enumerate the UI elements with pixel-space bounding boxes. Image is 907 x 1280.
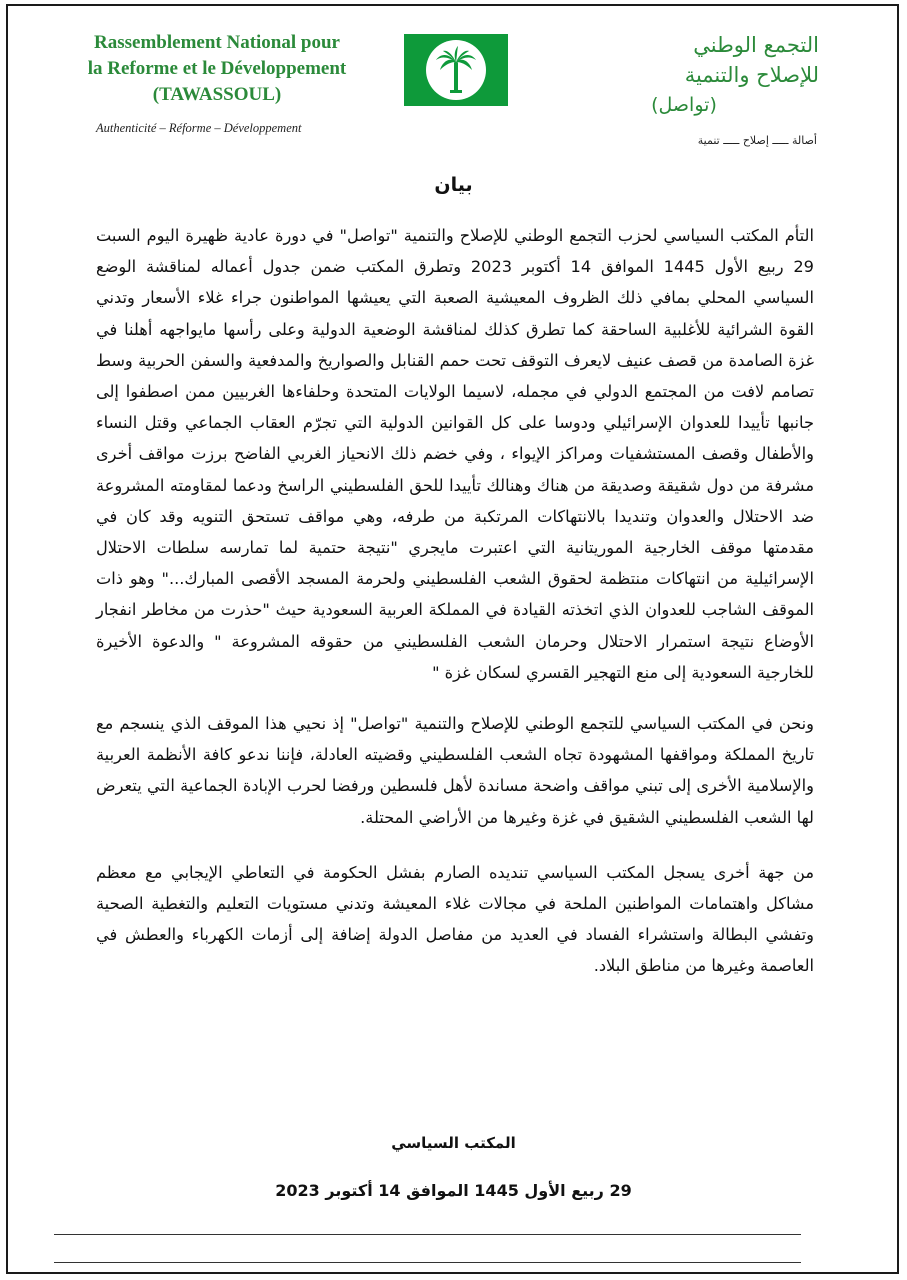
- french-party-name: [62, 30, 372, 108]
- french-name-line1: Rassemblement National pour: [94, 32, 340, 53]
- logo-circle: [426, 40, 486, 100]
- paragraph-3: من جهة أخرى يسجل المكتب السياسي تنديده الصارم بفشل الحكومة في التعاطي الإيجابي مع معظم مشاكل واهتمامات المواطنين الملحة في مجالات غلاء المعيشة وتدني مستويات التعليم والتغطية الصحية وتفشي البطالة واستشراء الفساد في العديد من مفاصل الدولة إضافة إلى أزمات الكهرباء والعطش في العاصمة وغيرها من مناطق البلاد.: [96, 862, 814, 976]
- french-tagline: Authenticité – Réforme – Développement: [96, 121, 302, 135]
- paragraph-2: ونحن في المكتب السياسي للتجمع الوطني للإصلاح والتنمية "تواصل" إذ نحيي هذا الموقف الذي ينسجم مع تاريخ المملكة ومواقفها المشهودة تجاه الشعب الفلسطيني وقضيته العادلة، فإننا ندعو كافة الأنظمة العربية والإسلامية الأخرى إلى تبني مواقف واضحة مساندة لأهل فلسطين ورفضا لحرب الإبادة الجماعية التي يتعرض لها الشعب الفلسطيني الشقيق في غزة وغيرها من الأراضي المحتلة.: [96, 714, 814, 827]
- footer-rule-bottom: [54, 1262, 801, 1263]
- arabic-tagline: أصالة ـــــ إصلاح ـــــ تنمية: [697, 134, 817, 147]
- french-short-name: (TAWASSOUL): [152, 84, 282, 105]
- palm-tree-icon: [426, 40, 486, 100]
- party-logo: [404, 34, 508, 106]
- arabic-name-line2: للإصلاح والتنمية: [684, 63, 819, 87]
- arabic-party-name: [589, 30, 819, 120]
- document-body: [96, 220, 814, 982]
- footer-rule-top: [54, 1234, 801, 1235]
- arabic-short-name: (تواصل): [651, 94, 717, 116]
- document-date: 29 ربيع الأول 1445 الموافق 14 أكتوبر 2023: [275, 1181, 632, 1200]
- signature: المكتب السياسي: [391, 1134, 516, 1152]
- arabic-name-line1: التجمع الوطني: [693, 33, 819, 57]
- paragraph-1: التأم المكتب السياسي لحزب التجمع الوطني للإصلاح والتنمية "تواصل" في دورة عادية ظهيرة اليوم السبت 29 ربيع الأول 1445 الموافق 14 أكتوبر 2023 وتطرق المكتب ضمن جدول أعماله لمناقشة الوضع السياسي المحلي بمافي ذلك الظروف المعيشية الصعبة التي يعيشها المواطنون جراء غلاء الأسعار وتدني القوة الشرائية للأغلبية الساحقة كما تطرق كذلك لمناقشة الوضعية الدولية وعلى رأسها مايواجهه أهلنا في غزة الصامدة من قصف عنيف لايعرف التوقف تحت حمم القنابل والصواريخ والمدفعية والسفن الحربية وسط تصامم لافت من المجتمع الدولي في مجمله، لاسيما الولايات المتحدة وحلفاءها الغربيين ممن اصطفوا إلى جانبها تأييدا للعدوان الإسرائيلي ودوسا على كل القوانين الدولية التي تجرّم العقاب الجماعي وقتل النساء والأطفال وقصف المستشفيات ومراكز الإيواء ، وفي خضم ذلك الانحياز الغربي الفاضح برزت مواقف أخرى مشرفة من دول شقيقة وصديقة من هناك وهنالك تأييدا للحق الفلسطيني الراسخ ودعما لمقاومته المشروعة ضد الاحتلال والعدوان وتنديدا بالانتهاكات المرتكبة من طرفه، وهي مواقف تستحق التنويه وقد كان في مقدمتها موقف الخارجية الموريتانية التي اعتبرت مايجري "نتيجة حتمية لما تمارسه سلطات الاحتلال الإسرائيلية من انتهاكات منتظمة لحقوق الشعب الفلسطيني ولحرمة المسجد الأقصى المبارك..." وهو ذات الموقف الشاجب للعدوان الذي اتخذته القيادة في المملكة العربية السعودية حيث "حذرت من مخاطر انفجار الأوضاع نتيجة استمرار الاحتلال وحرمان الشعب الفلسطيني من حقوقه المشروعة " والدعوة الأخيرة للخارجية السعودية إلى منع التهجير القسري لسكان غزة ": [96, 226, 814, 682]
- french-name-line2: la Reforme et le Développement: [87, 58, 347, 79]
- document-title: بيان: [434, 174, 473, 196]
